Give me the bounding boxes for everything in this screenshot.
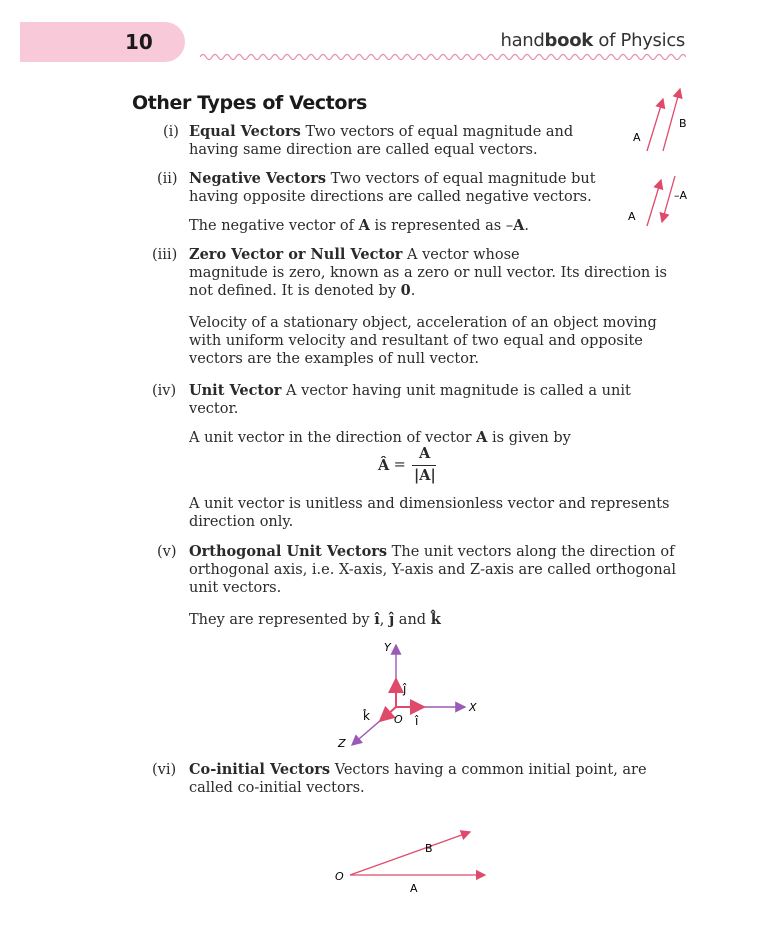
item-text-line: A unit vector in the direction of vector A is given by	[189, 429, 571, 446]
item-text-line: orthogonal axis, i.e. X-axis, Y-axis and Z-axis are called orthogonal	[189, 562, 677, 578]
label-a: A	[633, 131, 641, 144]
item-orthogonal-unit-vectors: Orthogonal Unit Vectors The unit vectors along the direction of	[189, 543, 675, 560]
section-title: Other Types of Vectors	[132, 92, 367, 114]
item-text-line: with uniform velocity and resultant of two equal and opposite	[189, 333, 643, 349]
item-equal-vectors: Equal Vectors Two vectors of equal magnitude and	[189, 123, 574, 140]
item-number: (iii)	[152, 247, 178, 263]
item-text-line: called co-initial vectors.	[189, 780, 365, 796]
formula-lhs: Â	[378, 457, 390, 474]
item-text-line: having opposite directions are called negative vectors.	[189, 189, 592, 205]
item-text-line: unit vectors.	[189, 580, 282, 596]
orthogonal-axes-figure	[330, 637, 490, 752]
y-axis-label: Y	[384, 641, 391, 654]
x-axis-label: X	[469, 701, 477, 714]
item-number: (iv)	[152, 383, 177, 399]
item-number: (i)	[163, 124, 179, 140]
origin-label: O	[335, 870, 344, 883]
k-hat-label: k̂	[363, 709, 370, 723]
item-text-line: magnitude is zero, known as a zero or null vector. Its direction is	[189, 265, 667, 281]
label-b: B	[679, 117, 687, 130]
item-text-line: direction only.	[189, 514, 294, 530]
item-unit-vector: Unit Vector A vector having unit magnitude is called a unit	[189, 382, 631, 399]
item-zero-vector: Zero Vector or Null Vector A vector whose	[189, 246, 520, 263]
item-text-line: Velocity of a stationary object, acceleration of an object moving	[189, 315, 657, 331]
coinitial-vectors-figure	[330, 830, 495, 900]
vector-a-arrow	[647, 99, 663, 151]
item-text-line: vectors are the examples of null vector.	[189, 351, 479, 367]
vector-a-arrow	[647, 180, 661, 226]
item-text-line: having same direction are called equal vectors.	[189, 142, 538, 158]
z-axis-label: Z	[338, 737, 346, 750]
book-title: handbook of Physics	[500, 30, 685, 51]
item-text-line: A unit vector is unitless and dimensionless vector and represents	[189, 496, 670, 512]
formula-denominator: |A|	[414, 467, 436, 484]
vector-b-arrow	[350, 832, 470, 875]
item-text-line: The negative vector of A is represented as –A.	[189, 217, 529, 234]
item-coinitial-vectors: Co-initial Vectors Vectors having a common initial point, are	[189, 761, 647, 778]
formula-fraction-bar	[412, 465, 436, 466]
page-header-tab	[20, 22, 185, 62]
label-a: A	[410, 882, 418, 895]
item-number: (ii)	[157, 171, 178, 187]
header-wave-divider	[200, 52, 686, 62]
item-negative-vectors: Negative Vectors Two vectors of equal magnitude but	[189, 170, 596, 187]
formula-numerator: A	[419, 445, 431, 462]
equal-vectors-figure	[625, 85, 695, 155]
item-text-line: They are represented by î, ĵ and k̂	[189, 611, 441, 628]
item-text-line: vector.	[189, 401, 239, 417]
label-b: B	[425, 842, 433, 855]
item-number: (v)	[157, 544, 177, 560]
i-hat-label: î	[415, 714, 419, 728]
formula-equals: =	[389, 457, 411, 473]
vector-b-arrow	[663, 89, 680, 151]
item-text-line: not defined. It is denoted by 0.	[189, 282, 416, 299]
page-number: 10	[125, 30, 153, 54]
j-hat-label: ĵ	[403, 682, 407, 696]
label-a: A	[628, 210, 636, 223]
item-number: (vi)	[152, 762, 177, 778]
label-minus-a: –A	[674, 189, 688, 202]
origin-label: O	[394, 713, 403, 726]
negative-vectors-figure	[625, 170, 695, 230]
